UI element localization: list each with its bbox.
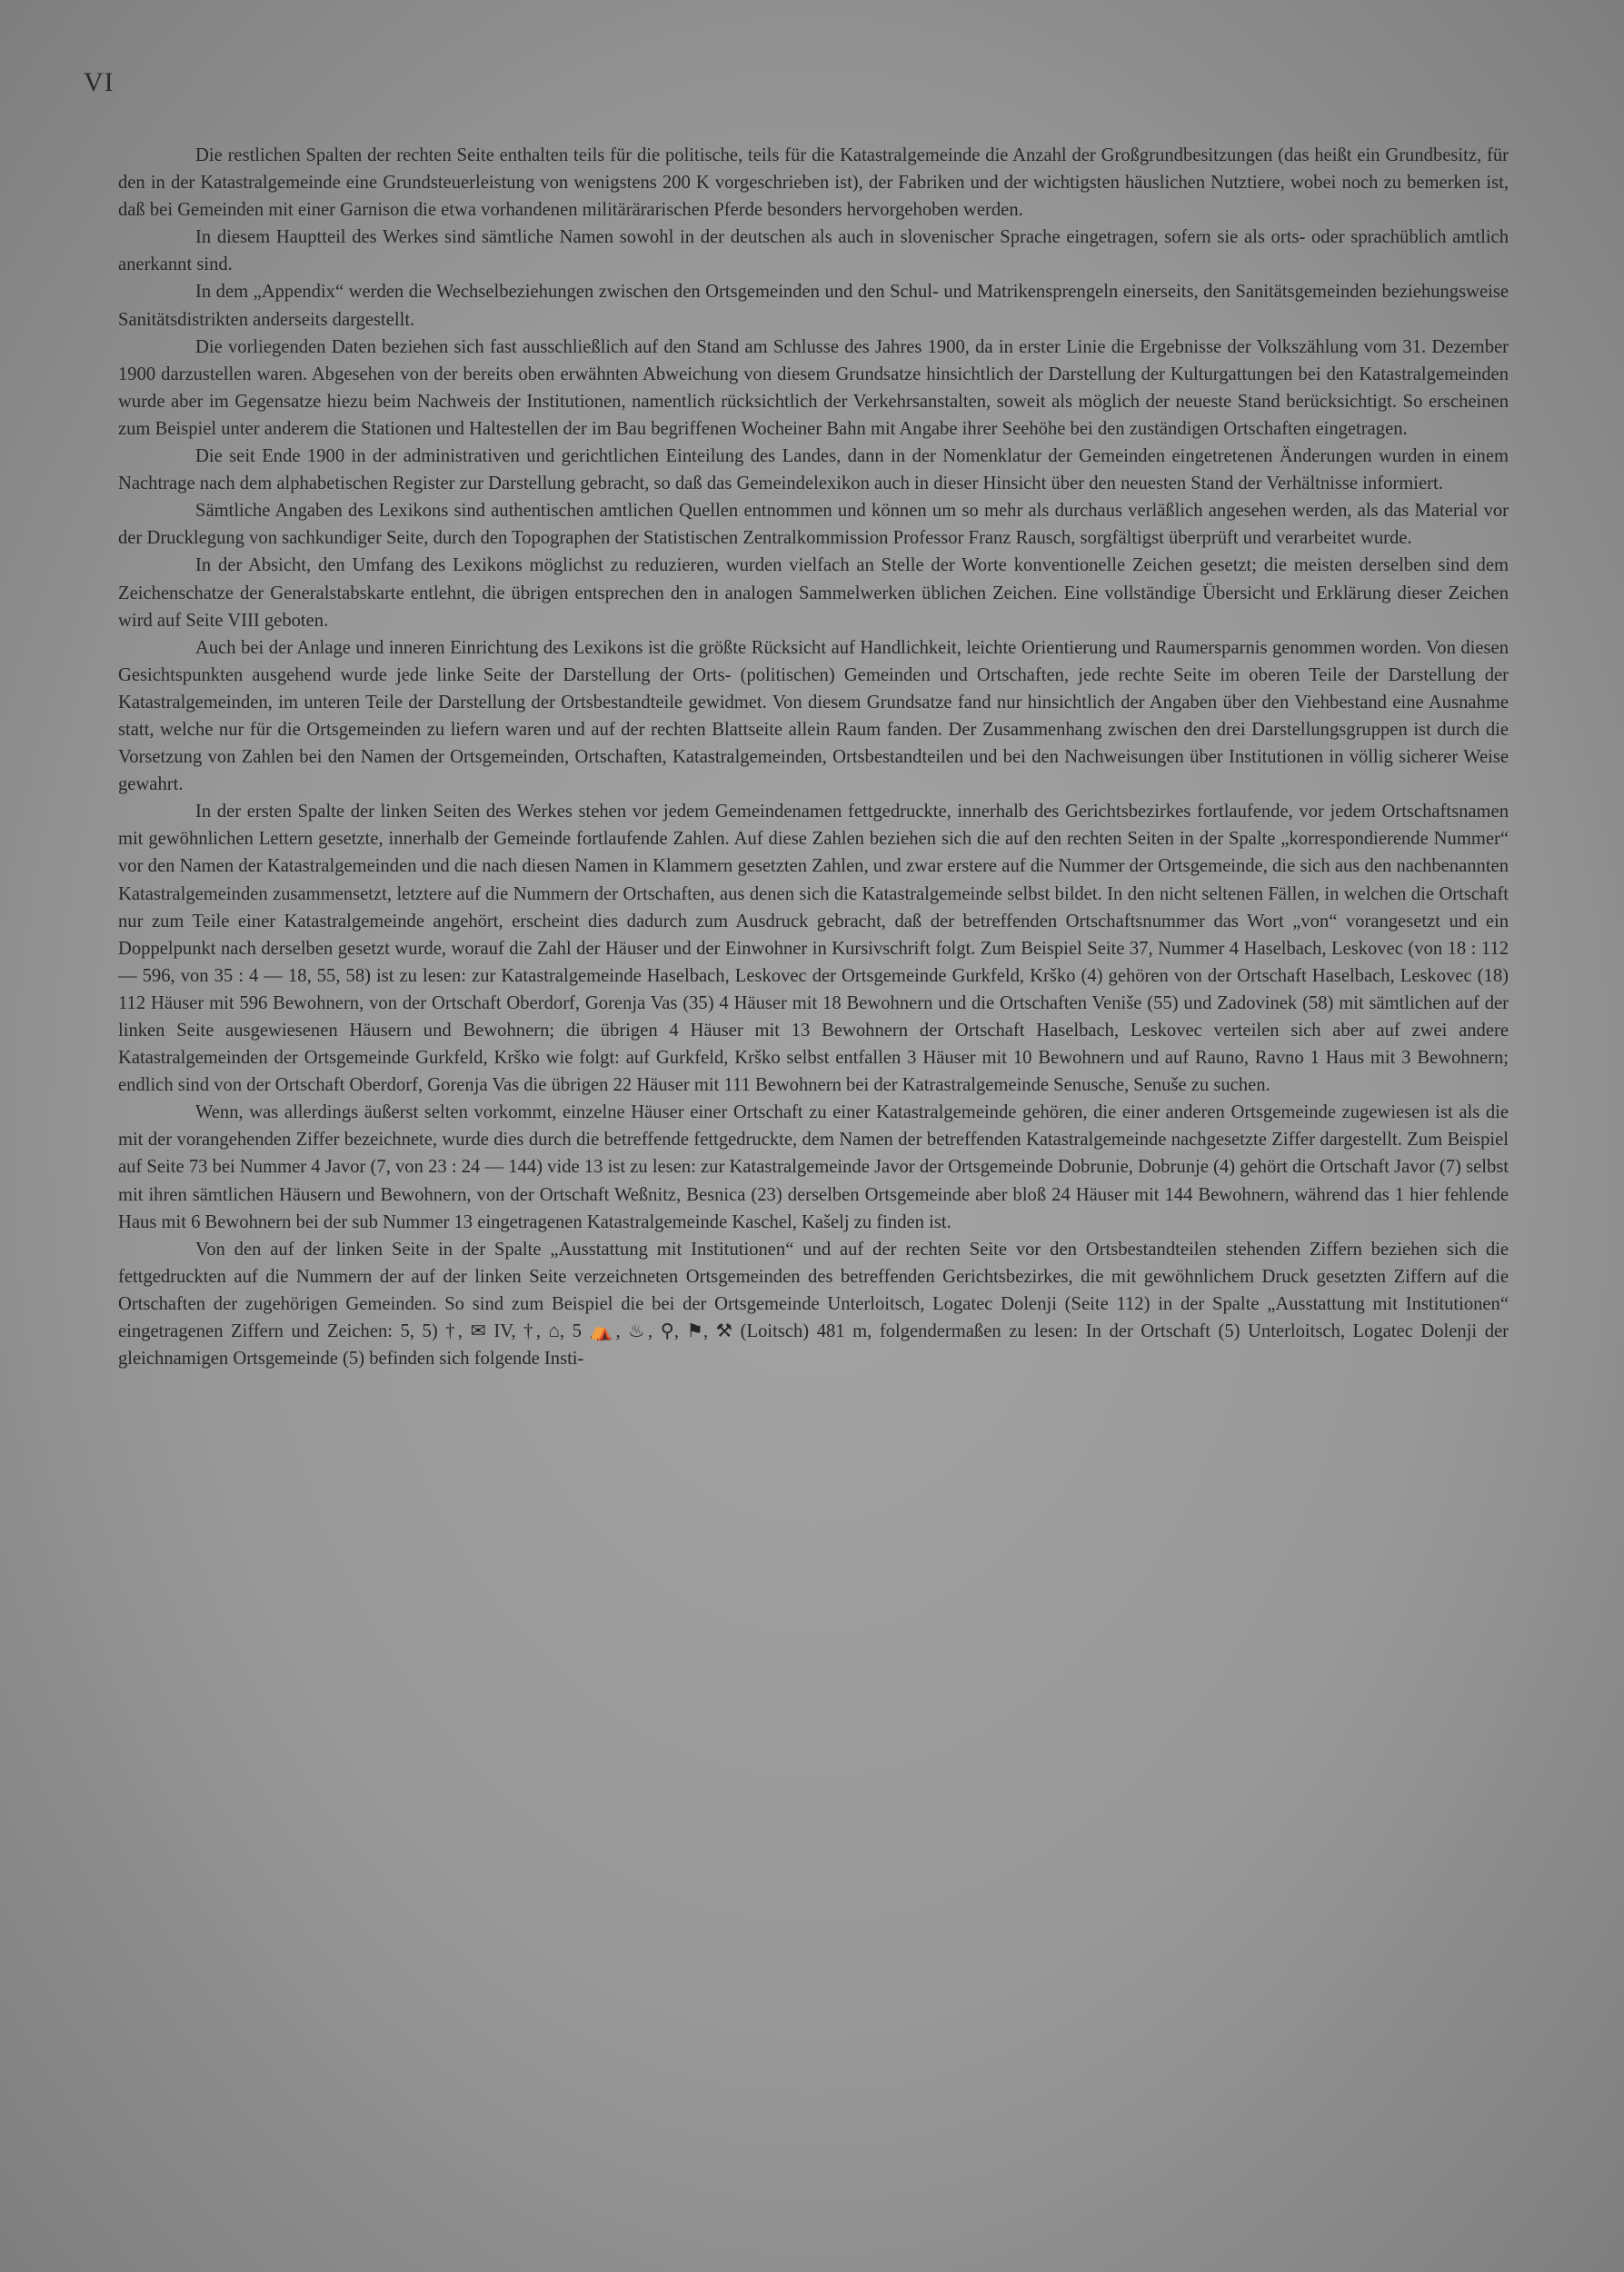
paragraph: In der Absicht, den Umfang des Lexikons möglichst zu reduzieren, wurden vielfach an Stelle der Worte konventionelle Zeichen gesetzt; die meisten derselben sind dem Zeichenschatze der Generalstabskarte entlehnt, die übrigen entsprechen den in analogen Sammelwerken üblichen Zeichen. Eine vollständige Übersicht und Erklärung dieser Zeichen wird auf Seite VIII geboten. <box>118 555 1509 631</box>
paragraph: Auch bei der Anlage und inneren Einrichtung des Lexikons ist die größte Rücksicht auf Handlichkeit, leichte Orientierung und Raumersparnis genommen worden. Von diesen Gesichtspunkten ausgehend wurde jede linke Seite der Darstellung der Orts- (politischen) Gemeinden und Ortschaften, jede rechte Seite im oberen Teile der Darstellung der Katastralgemeinden, im unteren Teile der Darstellung der Ortsbestandteile gewidmet. Von diesem Grundsatze fand nur hinsichtlich der Angaben über den Viehbestand eine Ausnahme statt, welche nur für die Ortsgemeinden zu liefern waren und auf der rechten Blattseite allein Raum fanden. Der Zusammenhang zwischen den drei Darstellungsgruppen ist durch die Vorsetzung von Zahlen bei den Namen der Ortsgemeinden, Ortschaften, Katastralgemeinden, Ortsbestandteilen und bei den Nachweisungen über Institutionen in völlig sicherer Weise gewahrt. <box>118 637 1509 795</box>
paragraph: Wenn, was allerdings äußerst selten vorkommt, einzelne Häuser einer Ortschaft zu einer Katastralgemeinde gehören, die einer anderen Ortsgemeinde zugewiesen ist als die mit der vorangehenden Ziffer bezeichnete, wurde dies durch die betreffende fettgedruckte, dem Namen der betreffenden Katastralgemeinde nachgesetzte Ziffer dargestellt. Zum Beispiel auf Seite 73 bei Nummer 4 Javor (7, von 23 : 24 — 144) vide 13 ist zu lesen: zur Katastralgemeinde Javor der Ortsgemeinde Dobrunie, Dobrunje (4) gehört die Ortschaft Javor (7) selbst mit ihren sämtlichen Häusern und Bewohnern, von der Ortschaft Weßnitz, Besnica (23) derselben Ortsgemeinde aber bloß 24 Häuser mit 144 Bewohnern, während das 1 hier fehlende Haus mit 6 Bewohnern bei der sub Nummer 13 eingetragenen Katastralgemeinde Kaschel, Kašelj zu finden ist. <box>118 1102 1509 1232</box>
paragraph: Von den auf der linken Seite in der Spalte „Ausstattung mit Institutionen“ und auf der rechten Seite vor den Ortsbestandteilen stehenden Ziffern beziehen sich die fettgedruckten auf die Nummern der auf der linken Seite verzeichneten Ortsgemeinden des betreffenden Gerichtsbezirkes, die mit gewöhnlichem Druck gesetzten Ziffern auf die Ortschaften der zugehörigen Gemeinden. So sind zum Beispiel die bei der Ortsgemeinde Unterloitsch, Logatec Dolenji (Seite 112) in der Spalte „Ausstattung mit Institutionen“ eingetragenen Ziffern und Zeichen: 5, 5) †, ✉ IV, †, ⌂, 5 ⛺, ♨, ⚲, ⚑, ⚒ (Loitsch) 481 m, folgendermaßen zu lesen: In der Ortschaft (5) Unterloitsch, Logatec Dolenji der gleichnamigen Ortsgemeinde (5) befinden sich folgende Insti- <box>118 1239 1509 1370</box>
paragraph: In der ersten Spalte der linken Seiten des Werkes stehen vor jedem Gemeindenamen fettgedruckte, innerhalb des Gerichtsbezirkes fortlaufende, vor jedem Ortschaftsnamen mit gewöhnlichen Lettern gesetzte, innerhalb der Gemeinde fortlaufende Zahlen. Auf diese Zahlen beziehen sich die auf den rechten Seiten in der Spalte „korrespondierende Nummer“ vor den Namen der Katastralgemeinden und die nach diesen Namen in Klammern gesetzten Zahlen, und zwar erstere auf die Nummer der Ortsgemeinde, die sich aus den nachbenannten Katastralgemeinden zusammensetzt, letztere auf die Nummern der Ortschaften, aus denen sich die Katastralgemeinde selbst bildet. In den nicht seltenen Fällen, in welchen die Ortschaft nur zum Teile einer Katastralgemeinde angehört, erscheint dies dadurch zum Ausdruck gebracht, daß der betreffenden Ortschaftsnummer das Wort „von“ vorangesetzt und ein Doppelpunkt nach derselben gesetzt wurde, worauf die Zahl der Häuser und der Einwohner in Kursivschrift folgt. Zum Beispiel Seite 37, Nummer 4 Haselbach, Leskovec (von 18 : 112 — 596, von 35 : 4 — 18, 55, 58) ist zu lesen: zur Katastralgemeinde Haselbach, Leskovec der Ortsgemeinde Gurkfeld, Krško (4) gehören von der Ortschaft Haselbach, Leskovec (18) 112 Häuser mit 596 Bewohnern, von der Ortschaft Oberdorf, Gorenja Vas (35) 4 Häuser mit 18 Bewohnern und die Ortschaften Veniše (55) und Zadovinek (58) mit sämtlichen auf der linken Seite ausgewiesenen Häusern und Bewohnern; die übrigen 4 Häuser mit 13 Bewohnern der Ortschaft Haselbach, Leskovec verteilen sich aber auf zwei andere Katastralgemeinden der Ortsgemeinde Gurkfeld, Krško wie folgt: auf Gurkfeld, Krško selbst entfallen 3 Häuser mit 10 Bewohnern und auf Rauno, Ravno 1 Haus mit 3 Bewohnern; endlich sind von der Ortschaft Oberdorf, Gorenja Vas die übrigen 22 Häuser mit 111 Bewohnern bei der Katrastralgemeinde Senusche, Senuše zu suchen. <box>118 802 1509 1096</box>
page-number: VI <box>84 67 115 97</box>
body-text <box>118 142 1509 1372</box>
paragraph: Die seit Ende 1900 in der administrativen und gerichtlichen Einteilung des Landes, dann in der Nomenklatur der Gemeinden eingetretenen Änderungen wurden in einem Nachtrage nach dem alphabetischen Register zur Darstellung gebracht, so daß das Gemeindelexikon auch in dieser Hinsicht über den neuesten Stand der Verhältnisse informiert. <box>118 446 1509 494</box>
paragraph: In dem „Appendix“ werden die Wechselbeziehungen zwischen den Ortsgemeinden und den Schul- und Matrikensprengeln einerseits, den Sanitätsgemeinden beziehungsweise Sanitätsdistrikten anderseits dargestellt. <box>118 282 1509 330</box>
paragraph: In diesem Hauptteil des Werkes sind sämtliche Namen sowohl in der deutschen als auch in slovenischer Sprache eingetragen, sofern sie als orts- oder sprachüblich amtlich anerkannt sind. <box>118 227 1509 275</box>
paragraph: Die vorliegenden Daten beziehen sich fast ausschließlich auf den Stand am Schlusse des Jahres 1900, da in erster Linie die Ergebnisse der Volkszählung vom 31. Dezember 1900 darzustellen waren. Abgesehen von der bereits oben erwähnten Abweichung von diesem Grundsatze hinsichtlich der Darstellung der Kulturgattungen bei den Katastralgemeinden wurde aber im Gegensatze hiezu beim Nachweis der Institutionen, namentlich rücksichtlich der Verkehrsanstalten, soweit als möglich der neueste Stand berücksichtigt. So erscheinen zum Beispiel unter anderem die Stationen und Haltestellen der im Bau begriffenen Wocheiner Bahn mit Angabe ihrer Seehöhe bei den zuständigen Ortschaften eingetragen. <box>118 336 1509 439</box>
paragraph: Die restlichen Spalten der rechten Seite enthalten teils für die politische, teils für die Katastralgemeinde die Anzahl der Großgrundbesitzungen (das heißt ein Grundbesitz, für den in der Katastralgemeinde eine Grundsteuerleistung von wenigstens 200 K vorgeschrieben ist), der Fabriken und der wichtigsten häuslichen Nutztiere, wobei noch zu bemerken ist, daß bei Gemeinden mit einer Garnison die etwa vorhandenen militärärarischen Pferde besonders hervorgehoben werden. <box>118 145 1509 221</box>
paragraph: Sämtliche Angaben des Lexikons sind authentischen amtlichen Quellen entnommen und können um so mehr als durchaus verläßlich angesehen werden, als das Material vor der Drucklegung von sachkundiger Seite, durch den Topographen der Statistischen Zentralkommission Professor Franz Rausch, sorgfältigst überprüft und verarbeitet wurde. <box>118 501 1509 549</box>
